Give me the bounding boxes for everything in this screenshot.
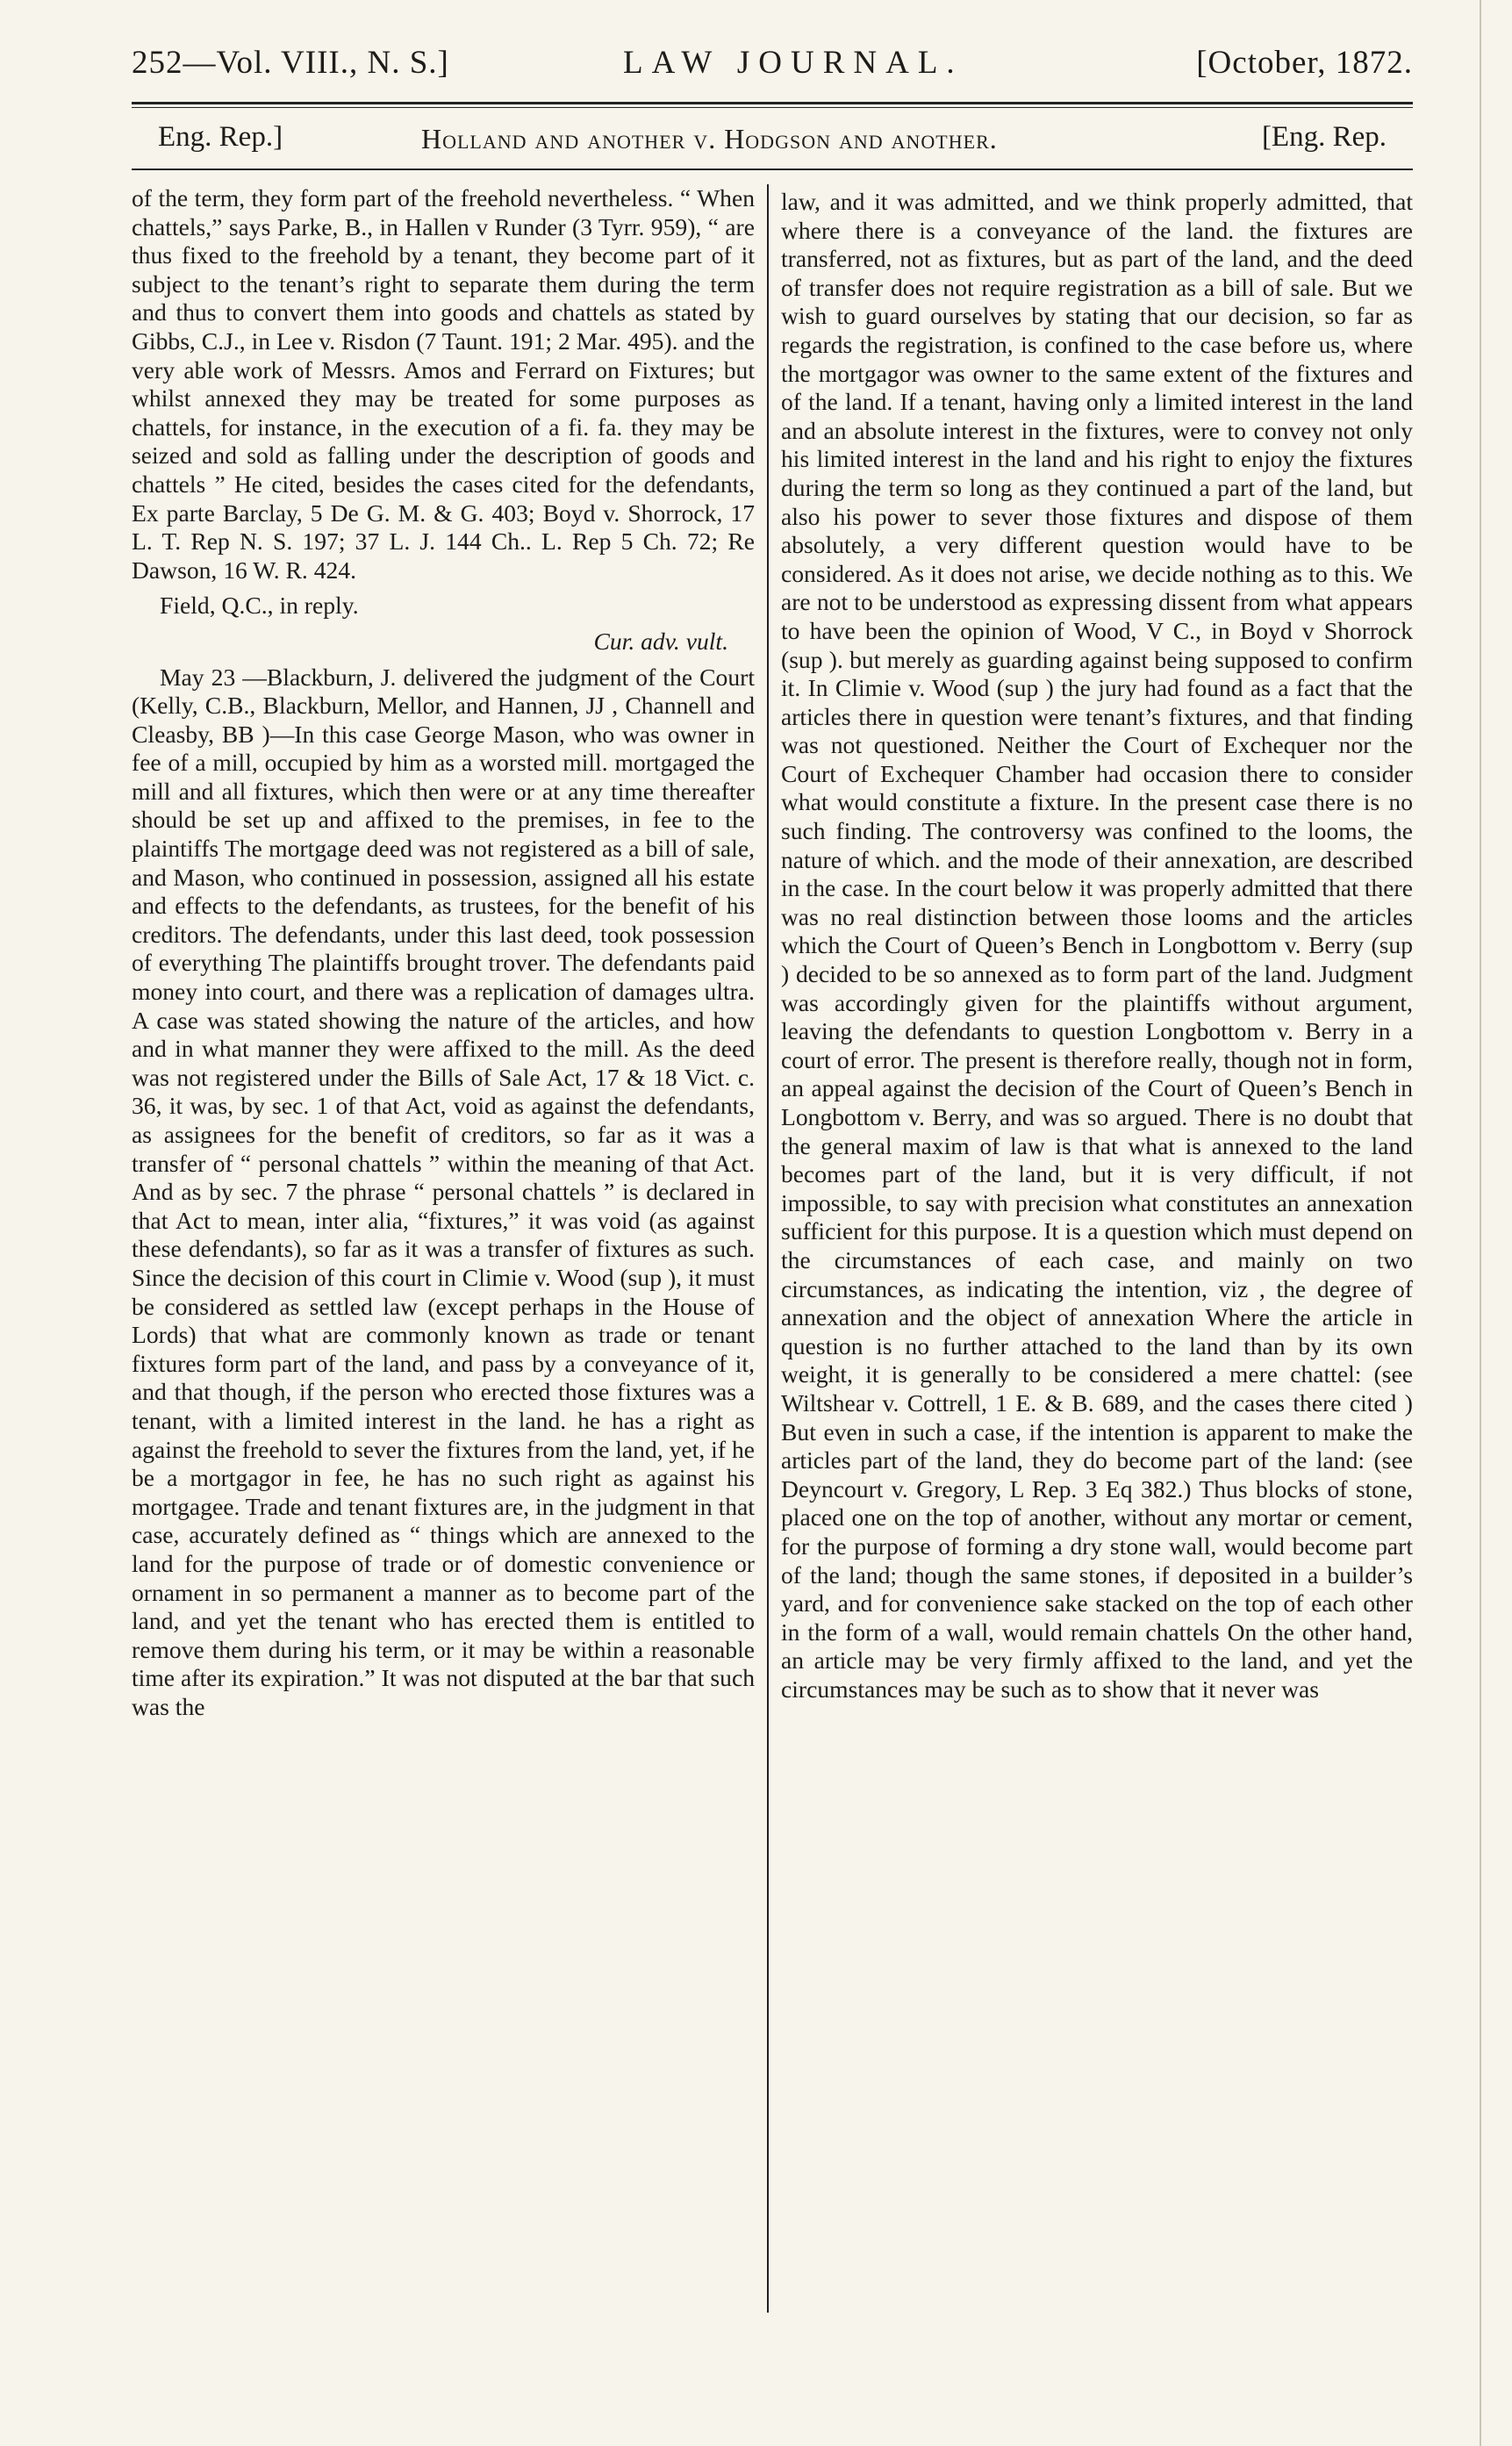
cur-adv-vult: Cur. adv. vult. [593,627,728,655]
journal-title: LAW JOURNAL. [623,45,964,81]
running-head [158,118,1387,161]
left-column [132,184,755,1721]
volume-page-number: 252—Vol. VIII., N. S.] [132,45,449,81]
running-head-rule [132,169,1413,170]
page-edge [1480,0,1481,2446]
report-section-left: Eng. Rep.] [158,121,283,153]
case-name: Holland and another v. Hodgson and another. [421,123,998,154]
argument-paragraph: of the term, they form part of the freehold nevertheless. “ When chattels,” says Parke, B., in Hallen v Runder (3 Tyrr. 959), “ are thus fixed to the freehold by a tenant, they become part of it subject to the tenant’s right to separate them during the term and thus to convert them into goods and chattels as stated by Gibbs, C.J., in Lee v. Risdon (7 Taunt. 191; 2 Mar. 495). and the very able work of Messrs. Amos and Ferrard on Fixtures; but whilst annexed they may be treated for some purposes as chattels, for instance, in the execution of a fi. fa. they may be seized and sold as falling under the description of goods and chattels ” He cited, besides the cases cited for the defendants, Ex parte Barclay, 5 De G. M. & G. 403; Boyd v. Shorrock, 17 L. T. Rep N. S. 197; 37 L. J. 144 Ch.. L. Rep 5 Ch. 72; Re Dawson, 16 W. R. 424. [132,184,755,584]
page-masthead [132,37,1413,90]
masthead-rule-thin [132,107,1413,108]
column-divider [767,184,769,2313]
reply-line: Field, Q.C., in reply. [160,592,359,620]
issue-date: [October, 1872. [1196,45,1413,81]
judgment-paragraph: May 23 —Blackburn, J. delivered the judgment of the Court (Kelly, C.B., Blackburn, Mellor, and Hannen, JJ , Channell and Cleasby, BB )—In this case George Mason, who was owner in fee of a mill, occupied by him as a worsted mill. mortgaged the mill and all fixtures, which then were or at any time thereafter should be set up and affixed to the premises, in fee to the plaintiffs The mortgage deed was not registered as a bill of sale, and Mason, who continued in possession, assigned all his estate and effects to the defendants, as trustees, for the benefit of his creditors. The defendants, under this last deed, took possession of everything The plaintiffs brought trover. The defendants paid money into court, and there was a replication of damages ultra. A case was stated showing the nature of the articles, and how and in what manner they were affixed to the mill. As the deed was not registered under the Bills of Sale Act, 17 & 18 Vict. c. 36, it was, by sec. 1 of that Act, void as against the defendants, as assignees for the benefit of creditors, so far as it was a transfer of “ personal chattels ” within the meaning of that Act. And as by sec. 7 the phrase “ personal chattels ” is declared in that Act to mean, inter alia, “fixtures,” it was void (as against these defendants), so far as it was a transfer of fixtures as such. Since the decision of this court in Climie v. Wood (sup ), it must be considered as settled law (except perhaps in the House of Lords) that what are commonly known as trade or tenant fixtures form part of the land, and pass by a conveyance of it, and that though, if the person who erected those fixtures was a tenant, with a limited interest in the land. he has a right as against the freehold to sever the fixtures from the land, yet, if he be a mortgagor in fee, he has no such right as against his mortgagee. Trade and tenant fixtures are, in the judgment in that case, accurately defined as “ things which are annexed to the land for the purpose of trade or of domestic convenience or ornament in so permanent a manner as to become part of the land, and yet the tenant who has erected them is entitled to remove them during his term, or it may be within a reasonable time after its expiration.” It was not disputed at the bar that such was the [132,663,755,1720]
judgment-continuation: law, and it was admitted, and we think properly admitted, that where there is a conveyance of the land. the fixtures are transferred, not as fixtures, but as part of the land, and the deed of transfer does not require registration as a bill of sale. But we wish to guard ourselves by stating that our decision, so far as regards the registration, is confined to the case before us, where the mortgagor was owner to the same extent of the fixtures and of the land. If a tenant, having only a limited interest in the land and an absolute interest in the fixtures, were to convey not only his limited interest in the land and his right to enjoy the fixtures during the term so long as they continued a part of the land, but also his power to sever those fixtures and dispose of them absolutely, a very different question would have to be considered. As it does not arise, we decide nothing as to this. We are not to be understood as expressing dissent from what appears to have been the opinion of Wood, V C., in Boyd v Shorrock (sup ). but merely as guarding against being supposed to confirm it. In Climie v. Wood (sup ) the jury had found as a fact that the articles there in question were tenant’s fixtures, and that finding was not questioned. Neither the Court of Exchequer nor the Court of Exchequer Chamber had occasion there to consider what would constitute a fixture. In the present case there is no such finding. The controversy was confined to the looms, the nature of which. and the mode of their annexation, are described in the case. In the court below it was properly admitted that there was no real distinction between those looms and the articles which the Court of Queen’s Bench in Longbottom v. Berry (sup ) decided to be so annexed as to form part of the land. Judgment was accordingly given for the plaintiffs without argument, leaving the defendants to question Longbottom v. Berry in a court of error. The present is therefore really, though not in form, an appeal against the decision of the Court of Queen’s Bench in Longbottom v. Berry, and was so argued. There is no doubt that the general maxim of law is that what is annexed to the land becomes part of the land, but it is very difficult, if not impossible, to say with precision what constitutes an annexation sufficient for this purpose. It is a question which must depend on the circumstances of each case, and mainly on two circumstances, as indicating the intention, viz , the degree of annexation and the object of annexation Where the article in question is no further attached to the land than by its own weight, it is generally to be considered a mere chattel: (see Wiltshear v. Cottrell, 1 E. & B. 689, and the cases there cited ) But even in such a case, if the intention is apparent to make the articles part of the land, they do become part of the land: (see Deyncourt v. Gregory, L Rep. 3 Eq 382.) Thus blocks of stone, placed one on the top of another, without any mortar or cement, for the purpose of forming a dry stone wall, would become part of the land; though the same stones, if deposited in a builder’s yard, and for convenience sake stacked on the top of each other in the form of a wall, would remain chattels On the other hand, an article may be very firmly affixed to the land, and yet the circumstances may be such as to show that it never was [781,188,1413,1703]
report-section-right: [Eng. Rep. [1261,121,1387,153]
masthead-rule-thick [132,102,1413,104]
right-column [781,188,1413,1704]
